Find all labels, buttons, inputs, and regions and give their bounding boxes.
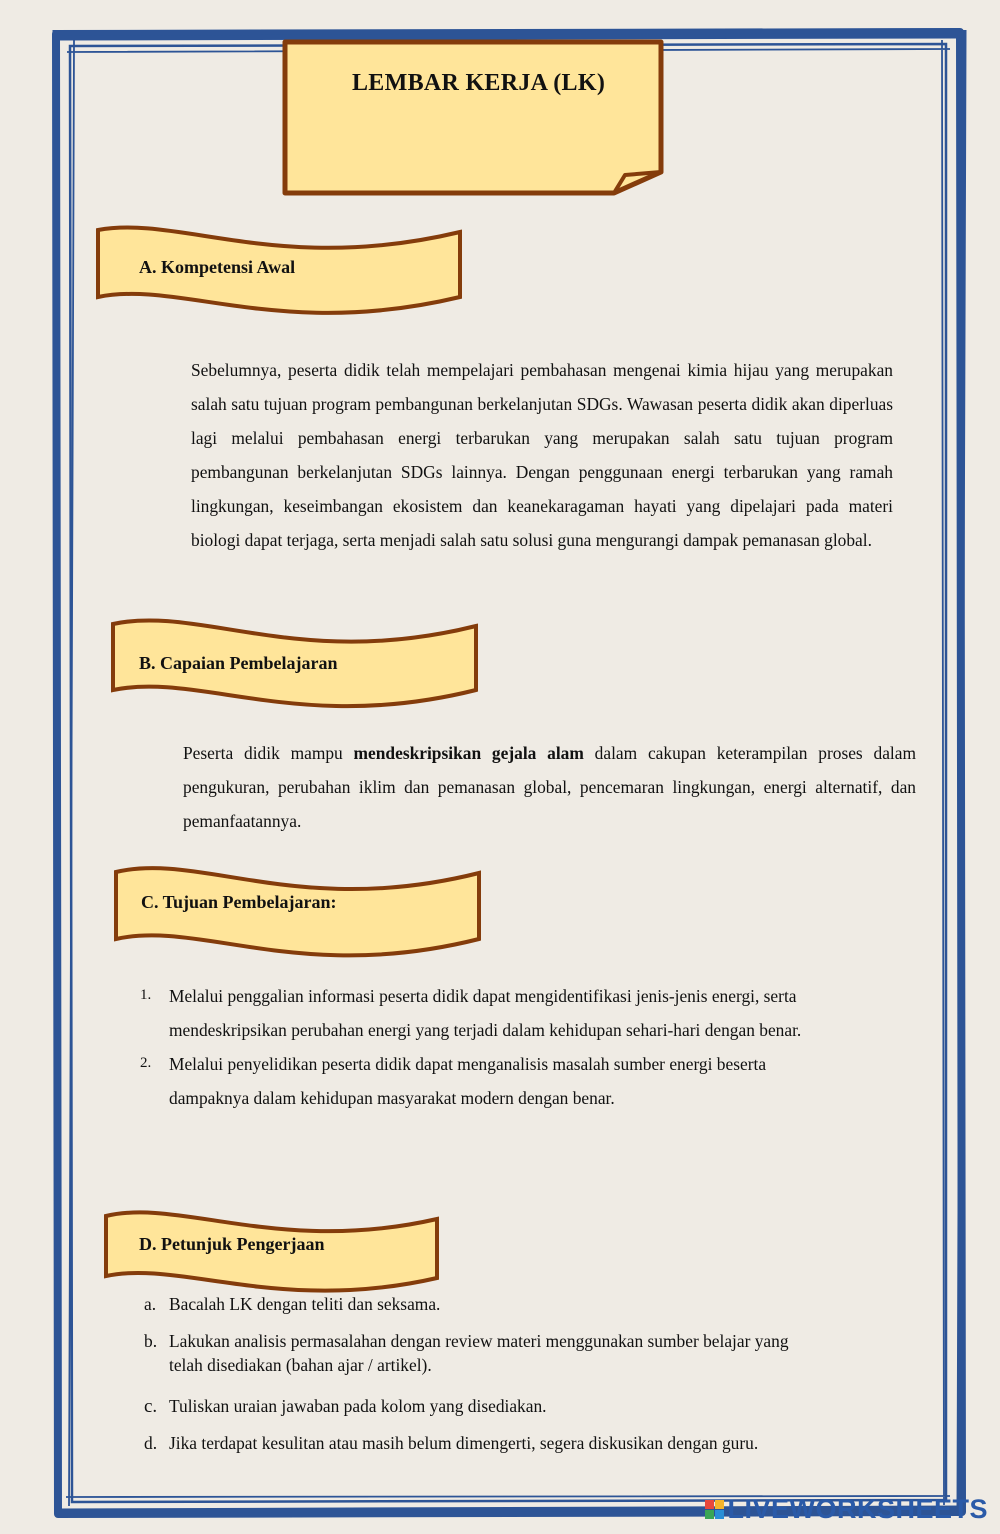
logo-square-green [705, 1510, 714, 1519]
section-a-paragraph: Sebelumnya, peserta didik telah mempelajari pembahasan mengenai kimia hijau yang merupakan salah satu tujuan program pembangunan berkelanjutan SDGs. Wawasan peserta didik akan diperluas lagi melalui pembahasan energi terbarukan yang merupakan salah satu tujuan program pembangunan berkelanjutan SDGs lainnya. Dengan penggunaan energi terbarukan yang ramah lingkungan, keseimbangan ekosistem dan keanekaragaman hayati yang dipelajari pada materi biologi dapat terjaga, serta menjadi salah satu solusi guna mengurangi dampak pemanasan global. [191, 360, 893, 550]
section-d-item-a-text: Bacalah LK dengan teliti dan seksama. [169, 1294, 441, 1314]
section-c-heading: C. Tujuan Pembelajaran: [141, 892, 337, 912]
section-d-item-d-text: Jika terdapat kesulitan atau masih belum dimengerti, segera diskusikan dengan guru. [169, 1433, 759, 1453]
section-d-item-a-marker: a. [144, 1294, 157, 1314]
logo-square-yellow [715, 1500, 724, 1509]
liveworksheets-logo [705, 1494, 988, 1524]
title-box [285, 42, 661, 193]
section-c-item-2-line-1: Melalui penyelidikan peserta didik dapat menganalisis masalah sumber energi beserta [169, 1054, 767, 1074]
section-c-item-2-line-2: dampaknya dalam kehidupan masyarakat modern dengan benar. [169, 1088, 615, 1108]
section-b-text-bold: mendeskripsikan gejala alam [353, 743, 584, 763]
section-b-paragraph [183, 736, 916, 838]
logo-square-red [705, 1500, 714, 1509]
section-b-text-before: Peserta didik mampu [183, 743, 354, 763]
section-d-item-b-line-1: Lakukan analisis permasalahan dengan review materi menggunakan sumber belajar yang [169, 1331, 789, 1351]
section-c-item-2-marker: 2. [140, 1055, 152, 1071]
section-d-item-b-line-2: telah disediakan (bahan ajar / artikel). [169, 1355, 432, 1375]
section-d-item-d-marker: d. [144, 1433, 158, 1453]
worksheet-title: LEMBAR KERJA (LK) [352, 70, 606, 96]
section-c-item-1-line-2: mendeskripsikan perubahan energi yang terjadi dalam kehidupan sehari-hari dengan benar. [169, 1020, 802, 1040]
section-d-heading: D. Petunjuk Pengerjaan [139, 1234, 325, 1254]
section-b-heading: B. Capaian Pembelajaran [139, 653, 338, 673]
section-c-item-1-line-1: Melalui penggalian informasi peserta didik dapat mengidentifikasi jenis-jenis energi, serta [169, 986, 797, 1006]
section-d-item-b-marker: b. [144, 1331, 158, 1351]
section-a-heading: A. Kompetensi Awal [139, 257, 296, 277]
liveworksheets-wordmark: LIVEWORKSHEETS [727, 1493, 988, 1524]
section-c-item-1-marker: 1. [140, 987, 152, 1003]
liveworksheets-logo-mark [705, 1500, 724, 1519]
section-d-item-c-marker: c. [144, 1396, 158, 1417]
section-b-text-after: dalam cakupan keterampilan proses dalam pengukuran, perubahan iklim dan pemanasan global, pencemaran lingkungan, energi alternatif, dan pemanfaatannya. [183, 743, 916, 831]
section-d-item-c-text: Tuliskan uraian jawaban pada kolom yang disediakan. [169, 1396, 547, 1416]
logo-square-blue [715, 1510, 724, 1519]
